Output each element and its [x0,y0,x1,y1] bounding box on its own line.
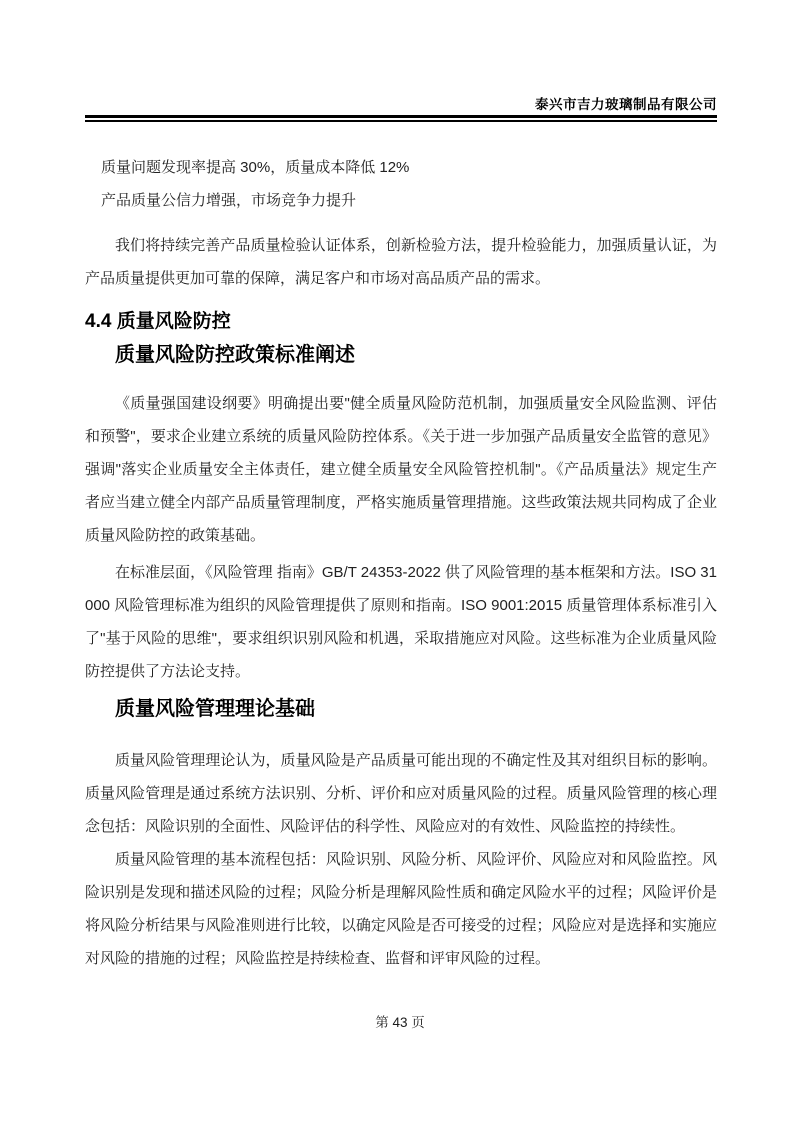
paragraph-summary: 我们将持续完善产品质量检验认证体系，创新检验方法，提升检验能力，加强质量认证，为产品质量提供更加可靠的保障，满足客户和市场对高品质产品的需求。 [85,237,717,287]
subsection-heading-theory: 质量风险管理理论基础 [115,698,315,720]
document-body [85,151,717,975]
paragraph-theory: 质量风险管理理论认为，质量风险是产品质量可能出现的不确定性及其对组织目标的影响。质量风险管理是通过系统方法识别、分析、评价和应对质量风险的过程。质量风险管理的核心理念包括：风险识别的全面性、风险评估的科学性、风险应对的有效性、风险监控的持续性。 [85,752,717,835]
page-header [85,96,717,114]
company-name: 泰兴市吉力玻璃制品有限公司 [535,97,717,112]
header-double-rule [85,115,717,122]
page-footer [0,1014,800,1032]
subsection-heading-policy: 质量风险防控政策标准阐述 [115,344,355,366]
paragraph-policy: 《质量强国建设纲要》明确提出要"健全质量风险防范机制，加强质量安全风险监测、评估和预警"，要求企业建立系统的质量风险防控体系。《关于进一步加强产品质量安全监管的意见》强调"落实企业质量安全主体责任，建立健全质量安全风险管控机制"。《产品质量法》规定生产者应当建立健全内部产品质量管理制度，严格实施质量管理措施。这些政策法规共同构成了企业质量风险防控的政策基础。 [85,395,717,544]
page-number: 第 43 页 [375,1015,425,1030]
paragraph-process: 质量风险管理的基本流程包括：风险识别、风险分析、风险评价、风险应对和风险监控。风险识别是发现和描述风险的过程；风险分析是理解风险性质和确定风险水平的过程；风险评价是将风险分析结果与风险准则进行比较，以确定风险是否可接受的过程；风险应对是选择和实施应对风险的措施的过程；风险监控是持续检查、监督和评审风险的过程。 [85,851,717,967]
lead-line-credibility: 产品质量公信力增强，市场竞争力提升 [101,192,357,209]
paragraph-standards: 在标准层面，《风险管理 指南》GB/T 24353-2022 供了风险管理的基本框架和方法。ISO 31000 风险管理标准为组织的风险管理提供了原则和指南。ISO 9001:2015 质量管理体系标准引入了"基于风险的思维"，要求组织识别风险和机遇，采取措施应对风险。这些标准为企业质量风险防控提供了方法论支持。 [85,564,717,680]
lead-line-quality-rate: 质量问题发现率提高 30%，质量成本降低 12% [101,159,410,176]
section-heading-4-4: 4.4 质量风险防控 [85,311,231,332]
